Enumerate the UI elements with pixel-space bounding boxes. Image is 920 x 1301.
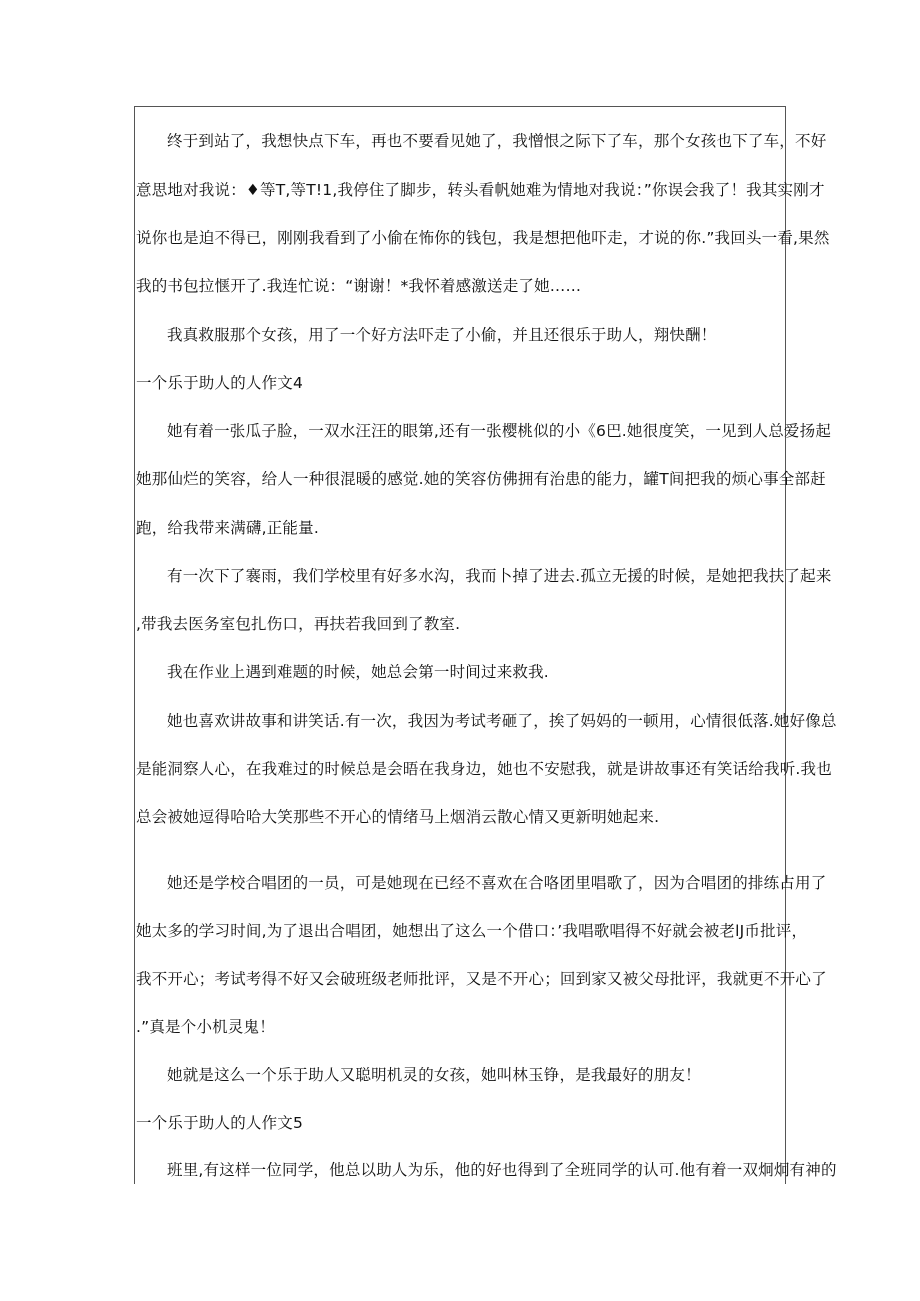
paragraph-line: 我的书包拉惬开了.我连忙说：“谢谢！*我怀着感激送走了她……: [136, 277, 582, 295]
paragraph-line: 她有着一张瓜子脸，一双水汪汪的眼第,还有一张樱桃似的小《6巴.她很度笑，一见到人总爱扬起: [167, 422, 832, 440]
paragraph-line: 有一次下了褰雨，我们学校里有好多水沟，我而卜掉了进去.孤立无援的时候，是她把我扶了起来: [167, 567, 832, 585]
paragraph-line: 她那仙烂的笑容，给人一种很混暖的感觉.她的笑容仿佛拥有治患的能力，罐T间把我的烦心事全部赶: [136, 470, 826, 488]
paragraph-line: 意思地对我说：♦等T,等T!1,我停住了脚步，转头看帆她难为情地对我说：”你误会我了！我其实刚才: [136, 181, 825, 199]
paragraph-line: 我真救服那个女孩，用了一个好方法吓走了小偷，并且还很乐于助人，翔快酬！: [167, 326, 717, 344]
section-heading: 一个乐于助人的人作文4: [136, 374, 304, 392]
paragraph-line: 她就是这么一个乐于助人又聪明机灵的女孩，她叫林玉铮，是我最好的朋友！: [167, 1066, 701, 1084]
paragraph-line: 终于到站了，我想快点下车，再也不要看见她了，我憎恨之际下了车，那个女孩也下了车，不好: [167, 132, 827, 150]
paragraph-line: .”真是个小机灵鬼！: [136, 1018, 275, 1036]
paragraph-line: 总会被她逗得哈哈大笑那些不开心的情绪马上烟消云散心情又更新明她起来.: [136, 808, 660, 826]
paragraph-line: 跑，给我带来满礴,正能量.: [136, 519, 319, 537]
paragraph-line: 是能洞察人心，在我难过的时候总是会晤在我身边，她也不安慰我，就是讲故事还有笑话给我听.我也: [136, 760, 832, 778]
paragraph-line: 班里,有这样一位同学，他总以助人为乐，他的好也得到了全班同学的认可.他有着一双炯炯有神的: [167, 1161, 837, 1179]
paragraph-line: 她太多的学习时间,为了退出合唱团，她想出了这么一个借口：’我唱歌唱得不好就会被老lJ币批评，: [136, 922, 808, 940]
paragraph-line: 她还是学校合唱团的一员，可是她现在已经不喜欢在合咯团里唱歌了，因为合唱团的排练占用了: [167, 874, 827, 892]
paragraph-line: 说你也是迫不得已，刚刚我看到了小偷在怖你的钱包，我是想把他吓走，才说的你.”我回头一看,果然: [136, 229, 830, 247]
paragraph-line: 我在作业上遇到难题的时候，她总会第一时间过来救我.: [167, 663, 549, 681]
paragraph-line: 我不开心；考试考得不好又会破班级老师批评，又是不开心；回到家又被父母批评，我就更不开心了: [136, 970, 827, 988]
paragraph-line: 她也喜欢讲故事和讲笑话.有一次，我因为考试考砸了，挨了妈妈的一顿用，心情很低落.她好像总: [167, 712, 837, 730]
section-heading: 一个乐于助人的人作文5: [136, 1114, 304, 1132]
paragraph-line: ,带我去医务室包扎伤口，再扶若我回到了教室.: [136, 615, 461, 633]
